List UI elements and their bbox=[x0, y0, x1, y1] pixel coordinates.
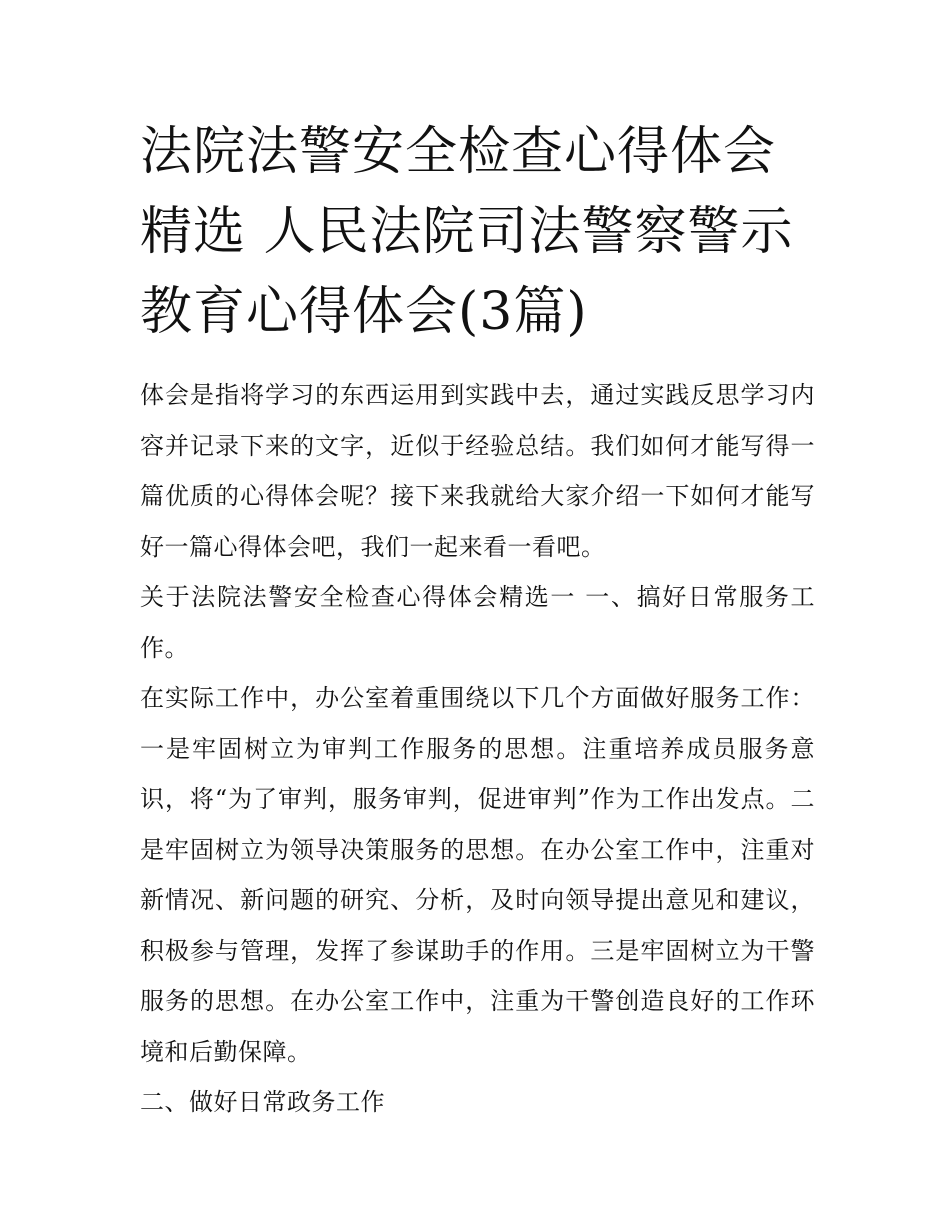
document-title: 法院法警安全检查心得体会精选 人民法院司法警察警示教育心得体会(3篇) bbox=[140, 122, 794, 342]
document-body bbox=[140, 370, 815, 1128]
paragraph-intro: 体会是指将学习的东西运用到实践中去，通过实践反思学习内容并记录下来的文字，近似于经验总结。我们如何才能写得一篇优质的心得体会呢？接下来我就给大家介绍一下如何才能写好一篇心得体会吧，我们一起来看一看吧。 bbox=[140, 381, 815, 561]
document-page bbox=[140, 112, 815, 1128]
paragraph-section-one-heading: 关于法院法警安全检查心得体会精选一 一、搞好日常服务工作。 bbox=[140, 583, 815, 662]
paragraph-service-work: 在实际工作中，办公室着重围绕以下几个方面做好服务工作：一是牢固树立为审判工作服务的思想。注重培养成员服务意识，将“为了审判，服务审判，促进审判”作为工作出发点。二是牢固树立为领导决策服务的思想。在办公室工作中，注重对新情况、新问题的研究、分析，及时向领导提出意见和建议，积极参与管理，发挥了参谋助手的作用。三是牢固树立为干警服务的思想。在办公室工作中，注重为干警创造良好的工作环境和后勤保障。 bbox=[140, 684, 815, 1066]
paragraph-section-two-heading: 二、做好日常政务工作 bbox=[140, 1088, 385, 1116]
